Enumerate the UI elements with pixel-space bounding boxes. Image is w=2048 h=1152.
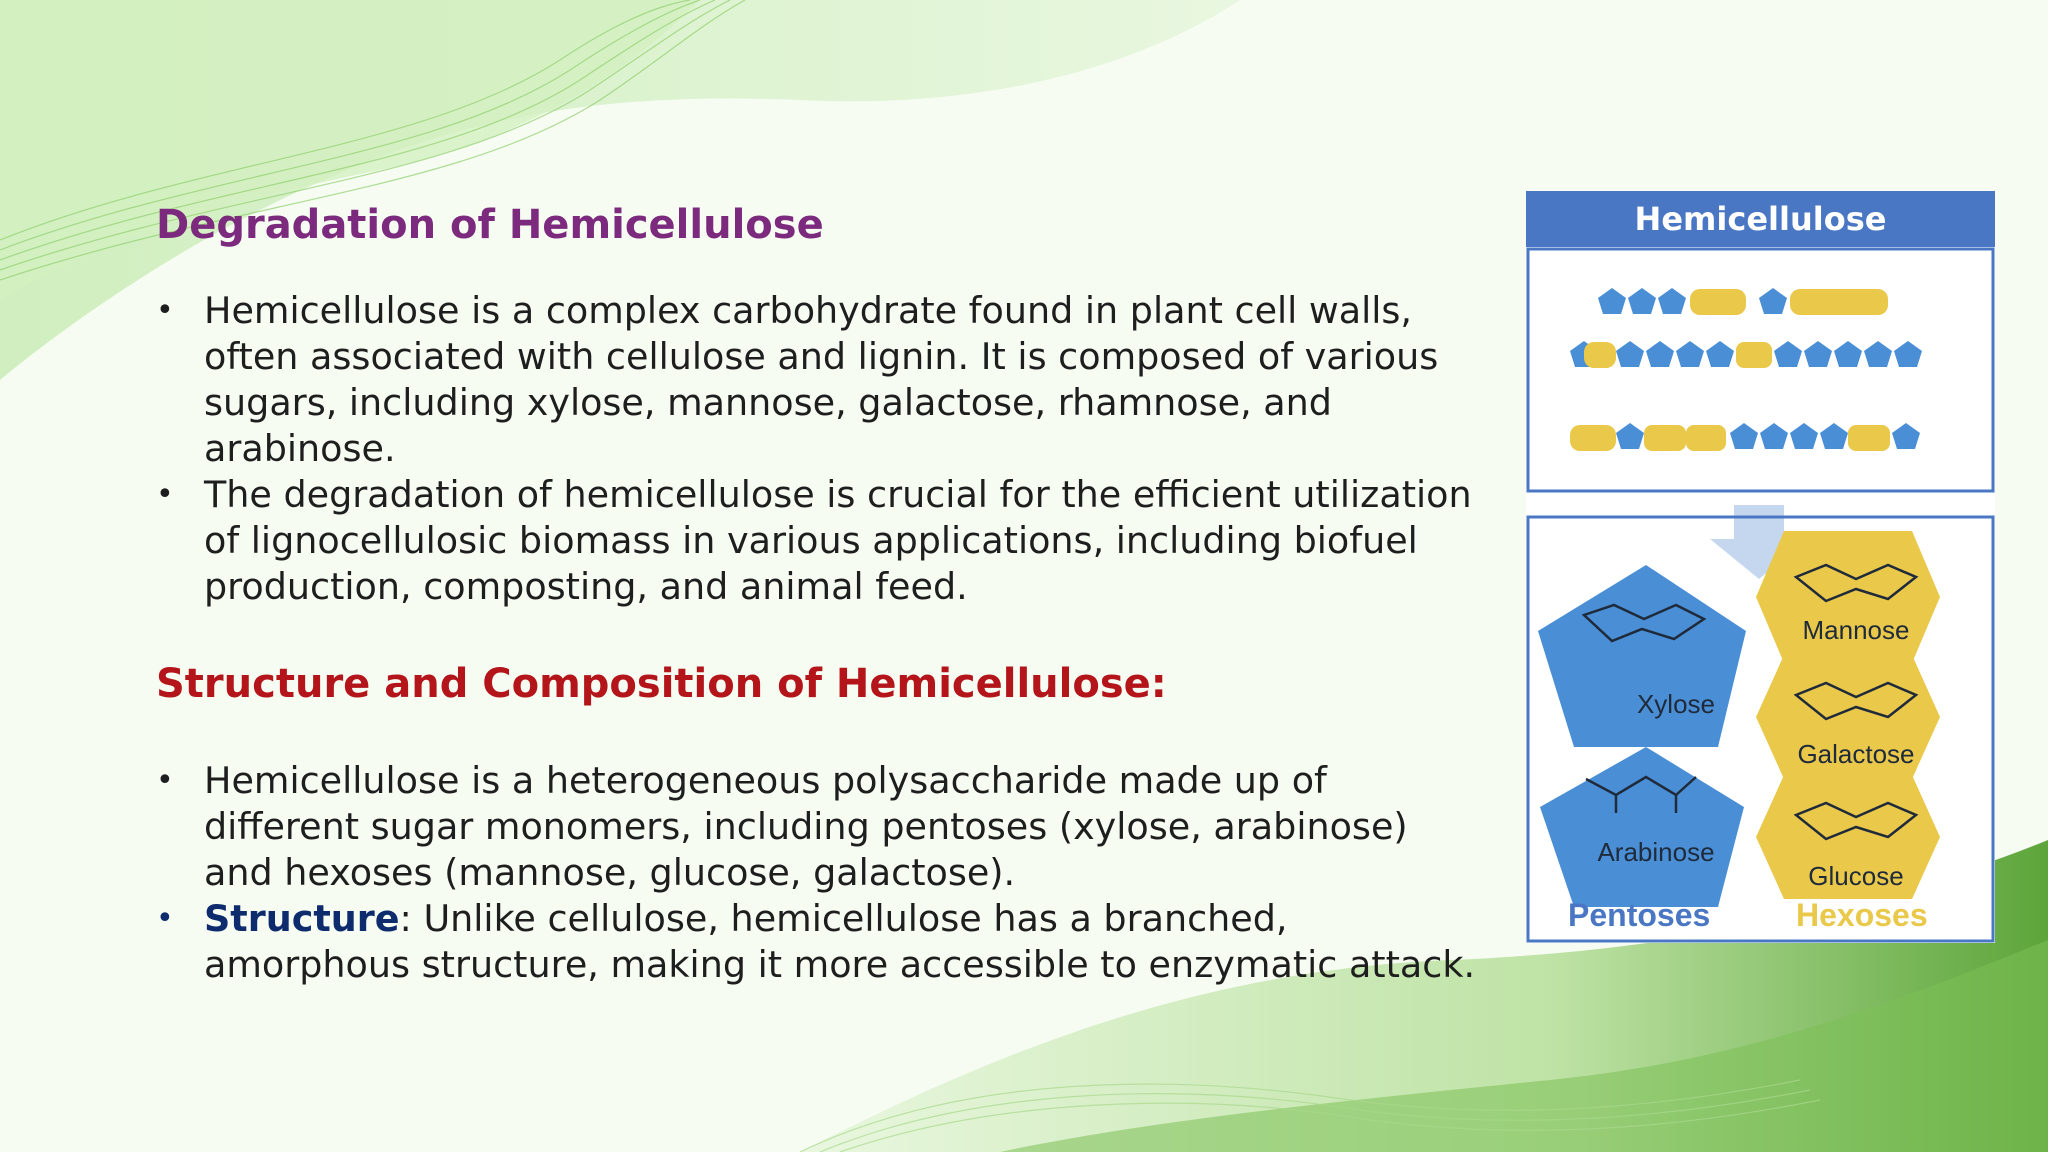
galactose-label: Galactose (1797, 739, 1915, 769)
intro-bullet-list (156, 288, 1486, 610)
polymer-chain-box (1528, 249, 1993, 491)
bullet-text: Hemicellulose is a complex carbohydrate found in plant cell walls, often associated with cellulose and lignin. It is composed of various sugars, including xylose, mannose, galactose, rhamnose, and arabinose. (204, 289, 1439, 470)
arabinose-pentagon-icon (1540, 747, 1744, 907)
structure-bullet-list (156, 758, 1486, 988)
pentoses-label: Pentoses (1568, 897, 1711, 933)
structure-term: Structure (204, 897, 400, 940)
glucose-label: Glucose (1808, 861, 1904, 891)
list-item (156, 896, 1486, 988)
polymer-chain-row-1 (1598, 288, 1888, 315)
bullet-text: : Unlike cellulose, hemicellulose has a branched, amorphous structure, making it more accessible to enzymatic attack. (204, 897, 1476, 986)
slide-content (156, 196, 1486, 988)
hexoses-label: Hexoses (1796, 897, 1928, 933)
mannose-label: Mannose (1802, 615, 1910, 645)
bullet-marker: • (156, 477, 174, 512)
slide-title: Degradation of Hemicellulose (156, 202, 824, 248)
xylose-label: Xylose (1636, 689, 1716, 719)
arabinose-label: Arabinose (1597, 837, 1715, 867)
list-item (156, 288, 1486, 472)
bullet-marker: • (156, 901, 174, 936)
list-item (156, 758, 1486, 896)
bullet-marker: • (156, 763, 174, 798)
figure-header: Hemicellulose (1526, 191, 1995, 247)
bullet-marker: • (156, 293, 174, 328)
hemicellulose-figure (1526, 191, 1995, 943)
section-subtitle: Structure and Composition of Hemicellulose: (156, 661, 1167, 707)
bullet-text: Hemicellulose is a heterogeneous polysaccharide made up of different sugar monomers, including pentoses (xylose, arabinose) and hexoses (mannose, glucose, galactose). (204, 759, 1408, 894)
bullet-text: The degradation of hemicellulose is crucial for the efficient utilization of lignocellulosic biomass in various applications, including biofuel production, composting, and animal feed. (204, 473, 1472, 608)
list-item (156, 472, 1486, 610)
